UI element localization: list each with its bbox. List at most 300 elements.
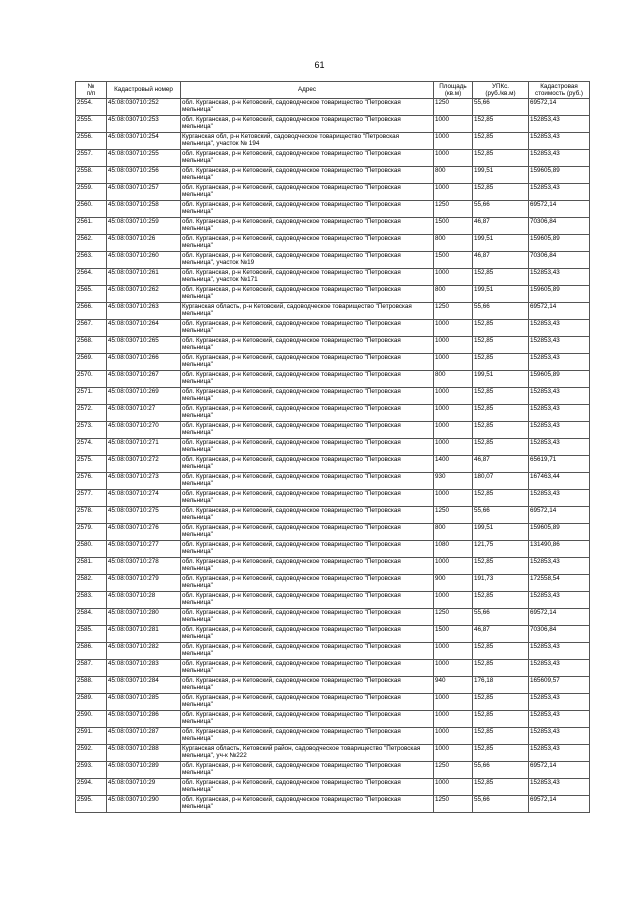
cadastral-number-cell: 45:08:030710:258	[107, 201, 181, 218]
row-number-cell: 2587.	[76, 660, 107, 677]
table-row	[76, 490, 590, 507]
cadastral-cost-cell: 152853,43	[529, 728, 590, 745]
row-number-cell: 2557.	[76, 150, 107, 167]
header-cadastral-cost-label: Кадастровая стоимость (руб.)	[534, 82, 584, 97]
area-cell: 930	[434, 473, 473, 490]
table-row	[76, 524, 590, 541]
row-number-cell: 2581.	[76, 558, 107, 575]
upks-cell: 152,85	[473, 694, 529, 711]
table-row	[76, 388, 590, 405]
address-cell: Курганская обл, р-н Кетовский, садоводческое товарищество "Петровская мельница", участок № 194	[181, 133, 434, 150]
cadastral-number-cell: 45:08:030710:289	[107, 762, 181, 779]
cadastral-cost-cell: 152853,43	[529, 133, 590, 150]
table-row	[76, 762, 590, 779]
cadastral-cost-cell: 159605,89	[529, 371, 590, 388]
upks-cell: 152,85	[473, 184, 529, 201]
row-number-cell: 2582.	[76, 575, 107, 592]
area-cell: 1000	[434, 711, 473, 728]
cadastral-cost-cell: 152853,43	[529, 184, 590, 201]
area-cell: 1080	[434, 541, 473, 558]
upks-cell: 55,66	[473, 507, 529, 524]
upks-cell: 152,85	[473, 320, 529, 337]
area-cell: 1000	[434, 694, 473, 711]
table-row	[76, 575, 590, 592]
area-cell: 1000	[434, 405, 473, 422]
upks-cell: 152,85	[473, 643, 529, 660]
cadastral-number-cell: 45:08:030710:273	[107, 473, 181, 490]
cadastral-cost-cell: 152853,43	[529, 694, 590, 711]
address-cell: обл. Курганская, р-н Кетовский, садоводческое товарищество "Петровская мельница"	[181, 354, 434, 371]
table-row	[76, 320, 590, 337]
address-cell: обл. Курганская, р-н Кетовский, садоводческое товарищество "Петровская мельница"	[181, 388, 434, 405]
row-number-cell: 2555.	[76, 116, 107, 133]
area-cell: 800	[434, 371, 473, 388]
cadastral-number-cell: 45:08:030710:261	[107, 269, 181, 286]
row-number-cell: 2569.	[76, 354, 107, 371]
header-cadastral-number	[107, 82, 181, 99]
row-number-cell: 2571.	[76, 388, 107, 405]
row-number-cell: 2578.	[76, 507, 107, 524]
cadastral-number-cell: 45:08:030710:28	[107, 592, 181, 609]
upks-cell: 199,51	[473, 235, 529, 252]
table-row	[76, 745, 590, 762]
area-cell: 1000	[434, 490, 473, 507]
cadastral-number-cell: 45:08:030710:254	[107, 133, 181, 150]
page-number: 61	[314, 60, 325, 70]
cadastral-cost-cell: 152853,43	[529, 439, 590, 456]
upks-cell: 55,66	[473, 201, 529, 218]
table-row	[76, 677, 590, 694]
row-number-cell: 2579.	[76, 524, 107, 541]
cadastral-number-cell: 45:08:030710:290	[107, 796, 181, 813]
area-cell: 1500	[434, 626, 473, 643]
header-area	[434, 82, 473, 99]
area-cell: 1000	[434, 388, 473, 405]
header-upks	[473, 82, 529, 99]
cadastral-cost-cell: 152853,43	[529, 388, 590, 405]
cadastral-cost-cell: 152853,43	[529, 405, 590, 422]
cadastral-number-cell: 45:08:030710:253	[107, 116, 181, 133]
header-address	[181, 82, 434, 99]
address-cell: обл. Курганская, р-н Кетовский, садоводческое товарищество "Петровская мельница"	[181, 626, 434, 643]
table-row	[76, 218, 590, 235]
upks-cell: 152,85	[473, 490, 529, 507]
upks-cell: 152,85	[473, 745, 529, 762]
row-number-cell: 2592.	[76, 745, 107, 762]
area-cell: 800	[434, 167, 473, 184]
address-cell: обл. Курганская, р-н Кетовский, садоводческое товарищество "Петровская мельница"	[181, 694, 434, 711]
area-cell: 1000	[434, 558, 473, 575]
cadastral-number-cell: 45:08:030710:266	[107, 354, 181, 371]
area-cell: 1250	[434, 796, 473, 813]
table-row	[76, 150, 590, 167]
table-body	[76, 99, 590, 813]
row-number-cell: 2586.	[76, 643, 107, 660]
table-row	[76, 473, 590, 490]
area-cell: 800	[434, 235, 473, 252]
table-row	[76, 456, 590, 473]
table-row	[76, 660, 590, 677]
cadastral-number-cell: 45:08:030710:284	[107, 677, 181, 694]
cadastral-number-cell: 45:08:030710:281	[107, 626, 181, 643]
table-row	[76, 558, 590, 575]
table-row	[76, 252, 590, 269]
cadastral-number-cell: 45:08:030710:269	[107, 388, 181, 405]
address-cell: обл. Курганская, р-н Кетовский, садоводческое товарищество "Петровская мельница"	[181, 711, 434, 728]
cadastral-number-cell: 45:08:030710:283	[107, 660, 181, 677]
upks-cell: 152,85	[473, 439, 529, 456]
cadastral-cost-cell: 152853,43	[529, 116, 590, 133]
header-address-label: Адрес	[297, 86, 317, 94]
row-number-cell: 2556.	[76, 133, 107, 150]
row-number-cell: 2595.	[76, 796, 107, 813]
upks-cell: 46,87	[473, 252, 529, 269]
row-number-cell: 2593.	[76, 762, 107, 779]
upks-cell: 199,51	[473, 524, 529, 541]
cadastral-number-cell: 45:08:030710:265	[107, 337, 181, 354]
table-row	[76, 643, 590, 660]
address-cell: Курганская область, Кетовский район, садоводческое товарищество "Петровская мельница", уч-к №222	[181, 745, 434, 762]
row-number-cell: 2570.	[76, 371, 107, 388]
cadastral-cost-cell: 152853,43	[529, 269, 590, 286]
cadastral-cost-cell: 159605,89	[529, 286, 590, 303]
cadastral-cost-cell: 69572,14	[529, 609, 590, 626]
area-cell: 1000	[434, 269, 473, 286]
area-cell: 1000	[434, 184, 473, 201]
row-number-cell: 2567.	[76, 320, 107, 337]
area-cell: 1250	[434, 201, 473, 218]
upks-cell: 152,85	[473, 405, 529, 422]
row-number-cell: 2565.	[76, 286, 107, 303]
address-cell: обл. Курганская, р-н Кетовский, садоводческое товарищество "Петровская мельница"	[181, 456, 434, 473]
address-cell: обл. Курганская, р-н Кетовский, садоводческое товарищество "Петровская мельница"	[181, 337, 434, 354]
table-row	[76, 779, 590, 796]
area-cell: 900	[434, 575, 473, 592]
cadastral-cost-cell: 159605,89	[529, 524, 590, 541]
cadastral-number-cell: 45:08:030710:276	[107, 524, 181, 541]
table-row	[76, 235, 590, 252]
row-number-cell: 2562.	[76, 235, 107, 252]
area-cell: 1500	[434, 252, 473, 269]
table-row	[76, 303, 590, 320]
upks-cell: 55,66	[473, 609, 529, 626]
upks-cell: 55,66	[473, 796, 529, 813]
cadastral-number-cell: 45:08:030710:277	[107, 541, 181, 558]
address-cell: обл. Курганская, р-н Кетовский, садоводческое товарищество "Петровская мельница"	[181, 150, 434, 167]
cadastral-cost-cell: 69572,14	[529, 507, 590, 524]
cadastral-cost-cell: 152853,43	[529, 422, 590, 439]
table-row	[76, 541, 590, 558]
row-number-cell: 2589.	[76, 694, 107, 711]
address-cell: обл. Курганская, р-н Кетовский, садоводческое товарищество "Петровская мельница"	[181, 762, 434, 779]
cadastral-number-cell: 45:08:030710:267	[107, 371, 181, 388]
cadastral-number-cell: 45:08:030710:270	[107, 422, 181, 439]
cadastral-number-cell: 45:08:030710:27	[107, 405, 181, 422]
upks-cell: 199,51	[473, 286, 529, 303]
upks-cell: 55,66	[473, 303, 529, 320]
area-cell: 800	[434, 286, 473, 303]
area-cell: 940	[434, 677, 473, 694]
cadastral-cost-cell: 70306,84	[529, 218, 590, 235]
cadastral-cost-cell: 152853,43	[529, 711, 590, 728]
area-cell: 1250	[434, 99, 473, 116]
cadastral-cost-cell: 70306,84	[529, 626, 590, 643]
header-area-label: Площадь (кв.м)	[439, 82, 467, 97]
address-cell: обл. Курганская, р-н Кетовский, садоводческое товарищество "Петровская мельница"	[181, 796, 434, 813]
cadastral-cost-cell: 152853,43	[529, 337, 590, 354]
area-cell: 1000	[434, 150, 473, 167]
area-cell: 1000	[434, 337, 473, 354]
table-row	[76, 592, 590, 609]
cadastral-number-cell: 45:08:030710:278	[107, 558, 181, 575]
cadastral-number-cell: 45:08:030710:262	[107, 286, 181, 303]
header-cadastral-cost	[529, 82, 590, 99]
table-row	[76, 286, 590, 303]
cadastral-number-cell: 45:08:030710:260	[107, 252, 181, 269]
row-number-cell: 2575.	[76, 456, 107, 473]
upks-cell: 176,18	[473, 677, 529, 694]
upks-cell: 46,87	[473, 626, 529, 643]
cadastral-cost-cell: 152853,43	[529, 779, 590, 796]
upks-cell: 152,85	[473, 660, 529, 677]
table-row	[76, 201, 590, 218]
cadastral-number-cell: 45:08:030710:274	[107, 490, 181, 507]
cadastral-number-cell: 45:08:030710:264	[107, 320, 181, 337]
cadastral-cost-cell: 69572,14	[529, 99, 590, 116]
cadastral-cost-cell: 167463,44	[529, 473, 590, 490]
table-row	[76, 439, 590, 456]
table-row	[76, 371, 590, 388]
address-cell: обл. Курганская, р-н Кетовский, садоводческое товарищество "Петровская мельница"	[181, 524, 434, 541]
area-cell: 1250	[434, 609, 473, 626]
row-number-cell: 2588.	[76, 677, 107, 694]
address-cell: обл. Курганская, р-н Кетовский, садоводческое товарищество "Петровская мельница"	[181, 439, 434, 456]
table-row	[76, 728, 590, 745]
table-row	[76, 507, 590, 524]
area-cell: 1000	[434, 320, 473, 337]
cadastral-number-cell: 45:08:030710:29	[107, 779, 181, 796]
header-upks-label: УПКс. (руб./кв.м)	[485, 82, 516, 97]
table-header	[76, 82, 590, 99]
cadastral-number-cell: 45:08:030710:256	[107, 167, 181, 184]
address-cell: обл. Курганская, р-н Кетовский, садоводческое товарищество "Петровская мельница"	[181, 541, 434, 558]
table-row	[76, 133, 590, 150]
upks-cell: 199,51	[473, 371, 529, 388]
address-cell: обл. Курганская, р-н Кетовский, садоводческое товарищество "Петровская мельница"	[181, 490, 434, 507]
address-cell: обл. Курганская, р-н Кетовский, садоводческое товарищество "Петровская мельница"	[181, 507, 434, 524]
cadastral-cost-cell: 69572,14	[529, 303, 590, 320]
row-number-cell: 2561.	[76, 218, 107, 235]
cadastral-cost-cell: 165609,57	[529, 677, 590, 694]
row-number-cell: 2564.	[76, 269, 107, 286]
address-cell: обл. Курганская, р-н Кетовский, садоводческое товарищество "Петровская мельница"	[181, 660, 434, 677]
cadastral-cost-cell: 69572,14	[529, 201, 590, 218]
table-row	[76, 99, 590, 116]
address-cell: обл. Курганская, р-н Кетовский, садоводческое товарищество "Петровская мельница"	[181, 371, 434, 388]
table-row	[76, 116, 590, 133]
address-cell: обл. Курганская, р-н Кетовский, садоводческое товарищество "Петровская мельница"	[181, 575, 434, 592]
cadastral-number-cell: 45:08:030710:257	[107, 184, 181, 201]
cadastral-cost-cell: 159605,89	[529, 235, 590, 252]
table-row	[76, 711, 590, 728]
cadastral-number-cell: 45:08:030710:26	[107, 235, 181, 252]
area-cell: 1000	[434, 745, 473, 762]
address-cell: обл. Курганская, р-н Кетовский, садоводческое товарищество "Петровская мельница"	[181, 201, 434, 218]
cadastral-number-cell: 45:08:030710:271	[107, 439, 181, 456]
upks-cell: 152,85	[473, 592, 529, 609]
upks-cell: 46,87	[473, 456, 529, 473]
upks-cell: 55,66	[473, 99, 529, 116]
cadastral-cost-cell: 172558,54	[529, 575, 590, 592]
address-cell: обл. Курганская, р-н Кетовский, садоводческое товарищество "Петровская мельница"	[181, 677, 434, 694]
area-cell: 1000	[434, 643, 473, 660]
row-number-cell: 2585.	[76, 626, 107, 643]
header-row	[76, 82, 590, 99]
table-row	[76, 269, 590, 286]
address-cell: обл. Курганская, р-н Кетовский, садоводческое товарищество "Петровская мельница"	[181, 405, 434, 422]
upks-cell: 152,85	[473, 779, 529, 796]
cadastral-cost-cell: 152853,43	[529, 320, 590, 337]
address-cell: обл. Курганская, р-н Кетовский, садоводческое товарищество "Петровская мельница"	[181, 286, 434, 303]
cadastral-cost-cell: 69572,14	[529, 796, 590, 813]
cadastral-number-cell: 45:08:030710:286	[107, 711, 181, 728]
address-cell: обл. Курганская, р-н Кетовский, садоводческое товарищество "Петровская мельница"	[181, 99, 434, 116]
row-number-cell: 2572.	[76, 405, 107, 422]
upks-cell: 152,85	[473, 354, 529, 371]
cadastral-number-cell: 45:08:030710:272	[107, 456, 181, 473]
row-number-cell: 2580.	[76, 541, 107, 558]
row-number-cell: 2558.	[76, 167, 107, 184]
table-row	[76, 184, 590, 201]
area-cell: 1000	[434, 779, 473, 796]
cadastral-number-cell: 45:08:030710:282	[107, 643, 181, 660]
cadastral-number-cell: 45:08:030710:275	[107, 507, 181, 524]
cadastral-number-cell: 45:08:030710:279	[107, 575, 181, 592]
cadastral-cost-cell: 65619,71	[529, 456, 590, 473]
upks-cell: 152,85	[473, 337, 529, 354]
upks-cell: 152,85	[473, 558, 529, 575]
area-cell: 1250	[434, 507, 473, 524]
area-cell: 1250	[434, 303, 473, 320]
cadastral-cost-cell: 159605,89	[529, 167, 590, 184]
cadastral-cost-cell: 152853,43	[529, 643, 590, 660]
area-cell: 1000	[434, 354, 473, 371]
cadastral-number-cell: 45:08:030710:285	[107, 694, 181, 711]
address-cell: обл. Курганская, р-н Кетовский, садоводческое товарищество "Петровская мельница"	[181, 235, 434, 252]
row-number-cell: 2584.	[76, 609, 107, 626]
cadastral-number-cell: 45:08:030710:263	[107, 303, 181, 320]
upks-cell: 191,73	[473, 575, 529, 592]
area-cell: 1000	[434, 439, 473, 456]
cadastral-cost-cell: 69572,14	[529, 762, 590, 779]
row-number-cell: 2559.	[76, 184, 107, 201]
address-cell: обл. Курганская, р-н Кетовский, садоводческое товарищество "Петровская мельница"	[181, 184, 434, 201]
upks-cell: 55,66	[473, 762, 529, 779]
table-row	[76, 609, 590, 626]
row-number-cell: 2590.	[76, 711, 107, 728]
area-cell: 1000	[434, 116, 473, 133]
table-row	[76, 337, 590, 354]
cadastral-number-cell: 45:08:030710:259	[107, 218, 181, 235]
area-cell: 800	[434, 524, 473, 541]
cadastral-cost-cell: 152853,43	[529, 592, 590, 609]
upks-cell: 121,75	[473, 541, 529, 558]
cadastral-cost-cell: 131490,86	[529, 541, 590, 558]
row-number-cell: 2568.	[76, 337, 107, 354]
cadastral-number-cell: 45:08:030710:287	[107, 728, 181, 745]
area-cell: 1000	[434, 660, 473, 677]
area-cell: 1000	[434, 422, 473, 439]
table-row	[76, 796, 590, 813]
row-number-cell: 2577.	[76, 490, 107, 507]
upks-cell: 152,85	[473, 133, 529, 150]
table-row	[76, 405, 590, 422]
cadastral-cost-cell: 152853,43	[529, 660, 590, 677]
address-cell: обл. Курганская, р-н Кетовский, садоводческое товарищество "Петровская мельница", участок №171	[181, 269, 434, 286]
upks-cell: 152,85	[473, 388, 529, 405]
area-cell: 1000	[434, 728, 473, 745]
area-cell: 1400	[434, 456, 473, 473]
header-cadastral-number-label: Кадастровый номер	[114, 86, 173, 94]
row-number-cell: 2583.	[76, 592, 107, 609]
cadastral-cost-cell: 152853,43	[529, 490, 590, 507]
table-row	[76, 694, 590, 711]
address-cell: обл. Курганская, р-н Кетовский, садоводческое товарищество "Петровская мельница"	[181, 218, 434, 235]
cadastral-cost-cell: 152853,43	[529, 558, 590, 575]
row-number-cell: 2566.	[76, 303, 107, 320]
address-cell: Курганская область, р-н Кетовский, садоводческое товарищество "Петровская мельница"	[181, 303, 434, 320]
address-cell: обл. Курганская, р-н Кетовский, садоводческое товарищество "Петровская мельница"	[181, 116, 434, 133]
row-number-cell: 2554.	[76, 99, 107, 116]
cadastral-value-table	[75, 81, 590, 813]
address-cell: обл. Курганская, р-н Кетовский, садоводческое товарищество "Петровская мельница"	[181, 592, 434, 609]
address-cell: обл. Курганская, р-н Кетовский, садоводческое товарищество "Петровская мельница"	[181, 779, 434, 796]
cadastral-number-cell: 45:08:030710:255	[107, 150, 181, 167]
address-cell: обл. Курганская, р-н Кетовский, садоводческое товарищество "Петровская мельница"	[181, 728, 434, 745]
row-number-cell: 2594.	[76, 779, 107, 796]
cadastral-number-cell: 45:08:030710:280	[107, 609, 181, 626]
upks-cell: 152,85	[473, 422, 529, 439]
row-number-cell: 2574.	[76, 439, 107, 456]
area-cell: 1250	[434, 762, 473, 779]
area-cell: 1000	[434, 133, 473, 150]
area-cell: 1500	[434, 218, 473, 235]
table-row	[76, 354, 590, 371]
upks-cell: 152,85	[473, 269, 529, 286]
address-cell: обл. Курганская, р-н Кетовский, садоводческое товарищество "Петровская мельница"	[181, 558, 434, 575]
header-row-number-label: № п/п	[86, 82, 96, 97]
cadastral-cost-cell: 152853,43	[529, 150, 590, 167]
upks-cell: 152,85	[473, 150, 529, 167]
row-number-cell: 2576.	[76, 473, 107, 490]
table-row	[76, 626, 590, 643]
address-cell: обл. Курганская, р-н Кетовский, садоводческое товарищество "Петровская мельница"	[181, 422, 434, 439]
row-number-cell: 2560.	[76, 201, 107, 218]
upks-cell: 46,87	[473, 218, 529, 235]
address-cell: обл. Курганская, р-н Кетовский, садоводческое товарищество "Петровская мельница"	[181, 643, 434, 660]
cadastral-number-cell: 45:08:030710:288	[107, 745, 181, 762]
cadastral-cost-cell: 152853,43	[529, 354, 590, 371]
address-cell: обл. Курганская, р-н Кетовский, садоводческое товарищество "Петровская мельница", участок №19	[181, 252, 434, 269]
row-number-cell: 2591.	[76, 728, 107, 745]
upks-cell: 152,85	[473, 711, 529, 728]
address-cell: обл. Курганская, р-н Кетовский, садоводческое товарищество "Петровская мельница"	[181, 473, 434, 490]
cadastral-cost-cell: 70306,84	[529, 252, 590, 269]
address-cell: обл. Курганская, р-н Кетовский, садоводческое товарищество "Петровская мельница"	[181, 609, 434, 626]
address-cell: обл. Курганская, р-н Кетовский, садоводческое товарищество "Петровская мельница"	[181, 167, 434, 184]
upks-cell: 199,51	[473, 167, 529, 184]
address-cell: обл. Курганская, р-н Кетовский, садоводческое товарищество "Петровская мельница"	[181, 320, 434, 337]
